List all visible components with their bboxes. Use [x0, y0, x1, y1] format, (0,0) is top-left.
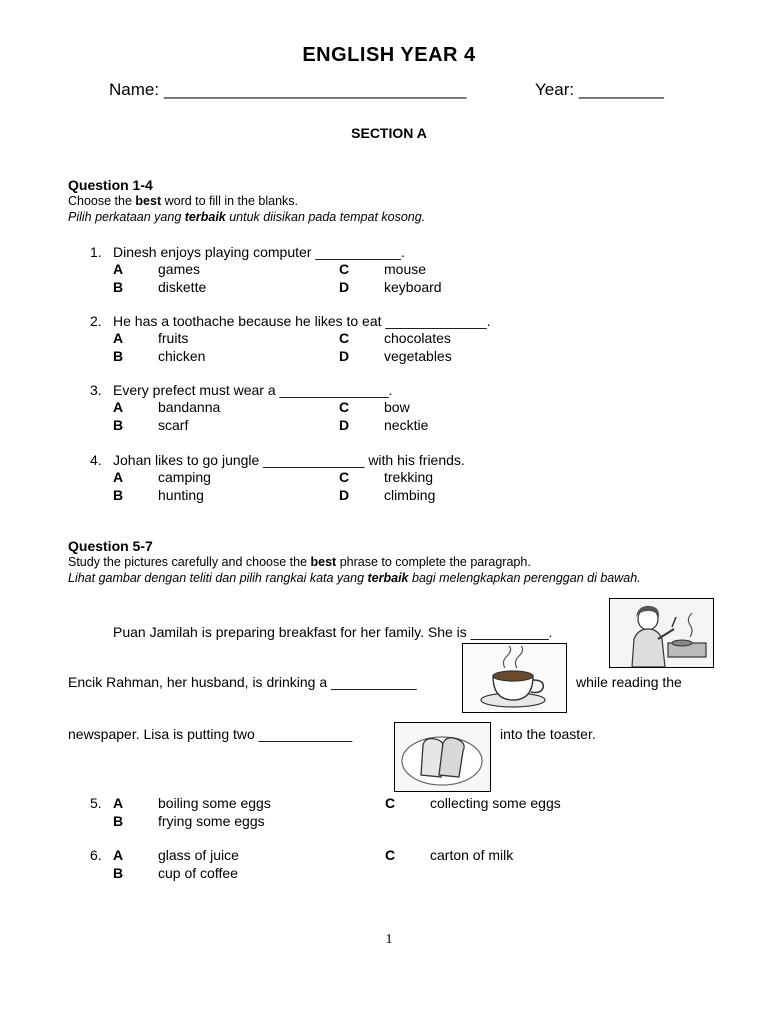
question-number: 1. [90, 244, 102, 260]
option-c[interactable]: bow [384, 399, 410, 415]
name-line: ________________________________ [163, 80, 467, 99]
section-label: SECTION A [351, 125, 427, 141]
year-field[interactable] [535, 80, 664, 100]
question-number: 3. [90, 382, 102, 398]
page-title: ENGLISH YEAR 4 [302, 44, 476, 66]
name-field[interactable] [109, 80, 466, 100]
coffee-cup-illustration [463, 644, 566, 712]
option-b[interactable]: hunting [158, 487, 204, 503]
question-heading-5-7: Question 5-7 [68, 538, 153, 554]
year-line: _________ [578, 80, 664, 99]
option-c[interactable]: trekking [384, 469, 434, 485]
question-number: 5. [90, 795, 102, 811]
instruction-malay: Pilih perkataan yang terbaik untuk diisikan pada tempat kosong. [68, 210, 426, 224]
option-c[interactable]: carton of milk [430, 847, 514, 863]
question-text: Every prefect must wear a ______________. [113, 382, 393, 398]
instruction-english: Study the pictures carefully and choose the best phrase to complete the paragraph. [68, 555, 531, 569]
option-b[interactable]: frying some eggs [158, 813, 265, 829]
option-d[interactable]: climbing [384, 487, 436, 503]
question-text: He has a toothache because he likes to eat _____________. [113, 313, 491, 329]
option-d[interactable]: necktie [384, 417, 429, 433]
paragraph-line-2b: while reading the [576, 674, 682, 690]
option-b[interactable]: cup of coffee [158, 865, 238, 881]
option-d[interactable]: vegetables [384, 348, 452, 364]
cooking-woman-picture [609, 598, 714, 668]
option-d[interactable]: keyboard [384, 279, 442, 295]
option-b[interactable]: diskette [158, 279, 207, 295]
option-b[interactable]: scarf [158, 417, 189, 433]
question-text: Johan likes to go jungle _____________ with his friends. [113, 452, 465, 468]
paragraph-line-2a: Encik Rahman, her husband, is drinking a ___________ [68, 674, 417, 690]
option-a[interactable]: camping [158, 469, 211, 485]
option-a[interactable]: boiling some eggs [158, 795, 271, 811]
paragraph-line-3b: into the toaster. [500, 726, 596, 742]
question-heading-1-4: Question 1-4 [68, 177, 153, 193]
option-c[interactable]: chocolates [384, 330, 451, 346]
bread-slices-picture [394, 722, 491, 792]
question-text: Dinesh enjoys playing computer ___________. [113, 244, 405, 260]
question-number: 6. [90, 847, 102, 863]
bread-slices-illustration [395, 723, 490, 791]
option-c[interactable]: mouse [384, 261, 427, 277]
paragraph-line-3a: newspaper. Lisa is putting two ____________ [68, 726, 353, 742]
option-a[interactable]: glass of juice [158, 847, 239, 863]
question-number: 2. [90, 313, 102, 329]
option-c[interactable]: collecting some eggs [430, 795, 561, 811]
option-a[interactable]: bandanna [158, 399, 221, 415]
name-label: Name: [109, 80, 160, 99]
paragraph-line-1: Puan Jamilah is preparing breakfast for her family. She is __________. [113, 624, 553, 640]
instruction-english: Choose the best word to fill in the blanks. [68, 194, 298, 208]
instruction-malay: Lihat gambar dengan teliti dan pilih rangkai kata yang terbaik bagi melengkapkan perenggan di bawah. [68, 571, 641, 585]
option-a[interactable]: games [158, 261, 201, 277]
coffee-cup-picture [462, 643, 567, 713]
option-a[interactable]: fruits [158, 330, 189, 346]
page-number: 1 [385, 932, 393, 947]
question-number: 4. [90, 452, 102, 468]
cooking-woman-illustration [610, 599, 713, 667]
option-b[interactable]: chicken [158, 348, 206, 364]
year-label: Year: [535, 80, 575, 99]
